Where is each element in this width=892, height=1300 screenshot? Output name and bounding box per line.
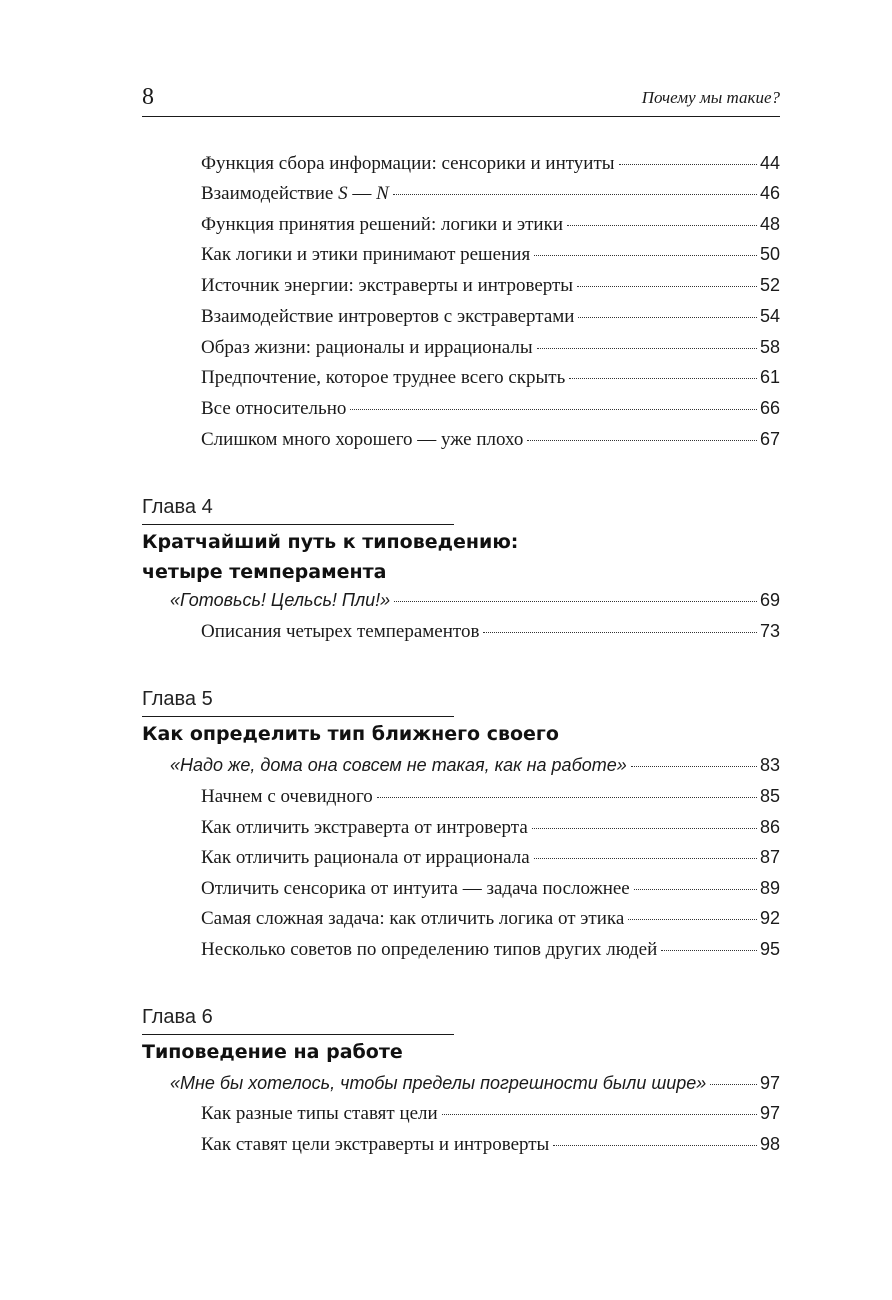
chapter-title-line: Типоведение на работе: [142, 1041, 403, 1063]
dot-leader: [619, 164, 757, 165]
dot-leader: [628, 919, 757, 920]
toc-entry-page: 48: [759, 214, 780, 234]
toc-entry-page: 67: [759, 429, 780, 449]
toc-entry[interactable]: [201, 396, 780, 420]
toc-entry[interactable]: [201, 365, 780, 389]
dot-leader: [394, 601, 757, 602]
toc-entry-title: Функция принятия решений: логики и этики: [201, 214, 564, 235]
dot-leader: [537, 348, 757, 349]
toc-entry-page: 89: [759, 878, 780, 898]
dot-leader: [578, 317, 757, 318]
title-part: —: [347, 183, 377, 204]
chapter-title[interactable]: [142, 527, 518, 587]
toc-entry-title: Как отличить экстраверта от интроверта: [201, 817, 528, 838]
toc-entry-page: 87: [759, 847, 780, 867]
dot-leader: [534, 858, 757, 859]
chapter-title-line: Как определить тип ближнего своего: [142, 723, 559, 745]
dot-leader: [553, 1145, 757, 1146]
toc-entry-page: 66: [759, 398, 780, 418]
toc-entry-page: 83: [759, 755, 780, 775]
toc-entry-title: Все относительно: [201, 398, 347, 419]
toc-entry[interactable]: [201, 1132, 780, 1156]
toc-epigraph-entry[interactable]: [170, 1071, 780, 1095]
dot-leader: [569, 378, 757, 379]
dot-leader: [631, 766, 757, 767]
toc-entry[interactable]: [201, 1101, 780, 1125]
toc-entry-title: Предпочтение, которое труднее всего скрыть: [201, 367, 566, 388]
chapter-label: Глава 6: [142, 1002, 454, 1035]
page-header: [142, 82, 780, 117]
toc-entry-title: Самая сложная задача: как отличить логика от этика: [201, 908, 625, 929]
toc-entry[interactable]: [201, 181, 780, 205]
toc-entry[interactable]: [201, 273, 780, 297]
toc-entry-page: 97: [759, 1103, 780, 1123]
toc-entry[interactable]: [201, 906, 780, 930]
chapter-title[interactable]: [142, 1037, 403, 1067]
toc-entry-title: Слишком много хорошего — уже плохо: [201, 429, 524, 450]
toc-entry-page: 73: [759, 621, 780, 641]
toc-entry-page: 92: [759, 908, 780, 928]
toc-entry[interactable]: [201, 304, 780, 328]
toc-entry-page: 54: [759, 306, 780, 326]
toc-entry-title: Источник энергии: экстраверты и интроверты: [201, 275, 574, 296]
toc-entry[interactable]: [201, 212, 780, 236]
toc-entry-title: Отличить сенсорика от интуита — задача посложнее: [201, 878, 630, 899]
toc-entry-title: Описания четырех темпераментов: [201, 621, 480, 642]
toc-entry[interactable]: [201, 335, 780, 359]
chapter-label: Глава 4: [142, 492, 454, 525]
dot-leader: [393, 194, 757, 195]
toc-entry-page: 50: [759, 244, 780, 264]
chapter-title[interactable]: [142, 719, 559, 749]
chapter-title-line: четыре темперамента: [142, 561, 387, 583]
chapter-label: Глава 5: [142, 684, 454, 717]
toc-entry-title: Несколько советов по определению типов других людей: [201, 939, 658, 960]
toc-entry-page: 95: [759, 939, 780, 959]
toc-entry-title: «Мне бы хотелось, чтобы пределы погрешности были шире»: [170, 1073, 707, 1093]
toc-entry-page: 46: [759, 183, 780, 203]
toc-entry-page: 69: [759, 590, 780, 610]
toc-epigraph-entry[interactable]: [170, 753, 780, 777]
toc-entry-title: [201, 182, 389, 206]
toc-entry-title: Образ жизни: рационалы и иррационалы: [201, 337, 533, 358]
dot-leader: [661, 950, 757, 951]
toc-entry-page: 98: [759, 1134, 780, 1154]
toc-epigraph-entry[interactable]: [170, 588, 780, 612]
dot-leader: [577, 286, 757, 287]
dot-leader: [442, 1114, 757, 1115]
toc-entry-title: Как логики и этики принимают решения: [201, 244, 531, 265]
toc-entry-page: 58: [759, 337, 780, 357]
dot-leader: [710, 1084, 757, 1085]
toc-entry-page: 52: [759, 275, 780, 295]
title-part: Взаимодействие: [201, 183, 339, 204]
dot-leader: [534, 255, 757, 256]
toc-entry[interactable]: [201, 784, 780, 808]
toc-entry-page: 97: [759, 1073, 780, 1093]
toc-entry[interactable]: [201, 937, 780, 961]
toc-entry-title: Функция сбора информации: сенсорики и интуиты: [201, 153, 615, 174]
toc-entry[interactable]: [201, 815, 780, 839]
toc-entry-page: 85: [759, 786, 780, 806]
toc-entry[interactable]: [201, 619, 780, 643]
toc-entry-page: 44: [759, 153, 780, 173]
dot-leader: [350, 409, 757, 410]
toc-entry-title: «Готовьсь! Цельсь! Пли!»: [170, 590, 391, 610]
chapter-title-line: Кратчайший путь к типоведению:: [142, 531, 519, 553]
toc-entry-title: Начнем с очевидного: [201, 786, 373, 807]
dot-leader: [527, 440, 757, 441]
toc-entry-title: Как отличить рационала от иррационала: [201, 847, 530, 868]
toc-entry-title: Взаимодействие интровертов с экстравертами: [201, 306, 575, 327]
toc-entry[interactable]: [201, 876, 780, 900]
toc-entry[interactable]: [201, 427, 780, 451]
title-part-italic: N: [376, 183, 389, 204]
dot-leader: [483, 632, 757, 633]
toc-entry[interactable]: [201, 845, 780, 869]
toc-entry-title: «Надо же, дома она совсем не такая, как на работе»: [170, 755, 627, 775]
toc-entry-title: Как разные типы ставят цели: [201, 1103, 438, 1124]
running-title: Почему мы такие?: [641, 88, 780, 107]
toc-entry-page: 61: [759, 367, 780, 387]
toc-entry-title: Как ставят цели экстраверты и интроверты: [201, 1134, 550, 1155]
title-part-italic: S: [338, 183, 348, 204]
toc-entry[interactable]: [201, 242, 780, 266]
dot-leader: [532, 828, 757, 829]
dot-leader: [377, 797, 757, 798]
dot-leader: [634, 889, 757, 890]
toc-entry-page: 86: [759, 817, 780, 837]
page-number: 8: [142, 84, 154, 110]
toc-entry[interactable]: [201, 151, 780, 175]
dot-leader: [567, 225, 757, 226]
